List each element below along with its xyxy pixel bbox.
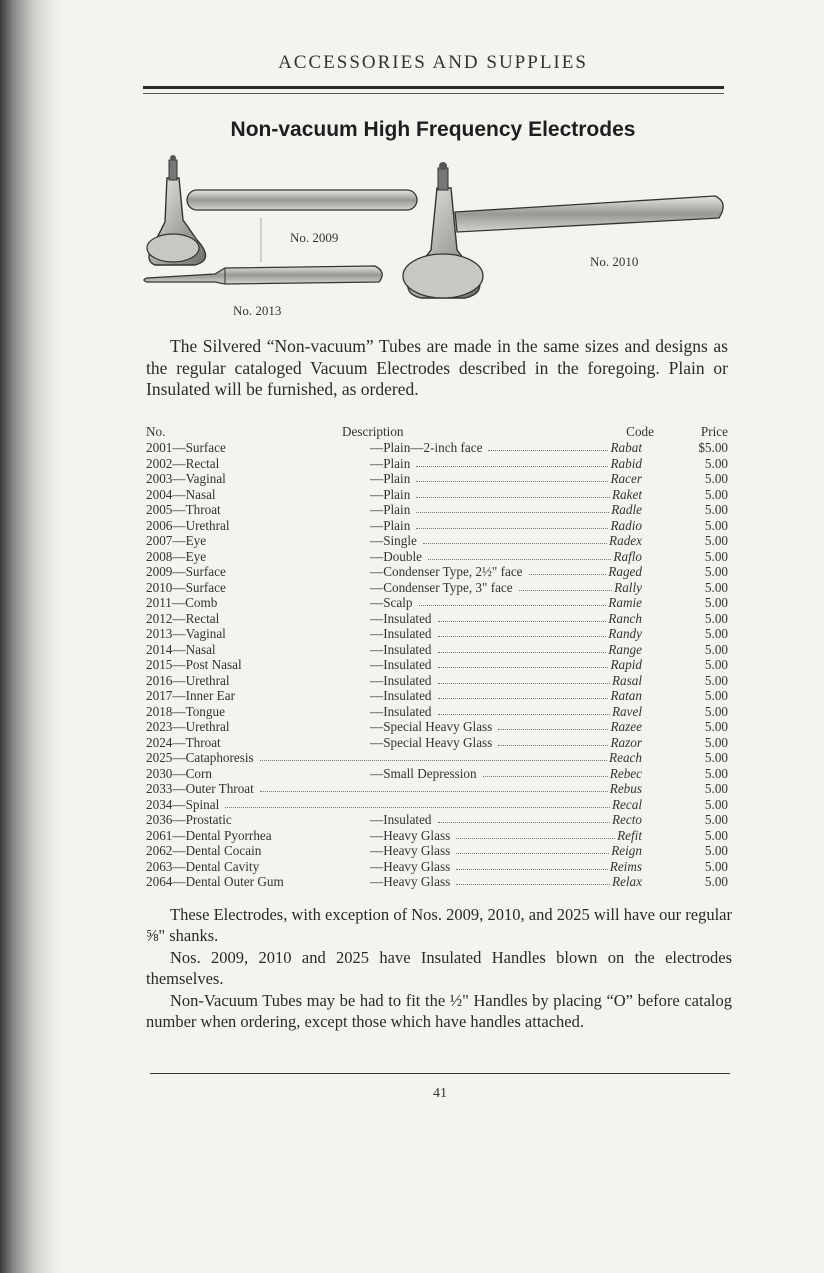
leader-dots bbox=[416, 481, 608, 482]
cell-price: 5.00 bbox=[704, 688, 728, 703]
cell-description: —Insulated bbox=[370, 688, 432, 703]
cell-no: 2007—Eye bbox=[146, 533, 207, 548]
table-row bbox=[146, 766, 730, 782]
leader-dots bbox=[438, 714, 610, 715]
cell-code: Raflo bbox=[613, 548, 642, 564]
cell-no: 2001—Surface bbox=[146, 440, 226, 455]
header-description: Description bbox=[342, 424, 404, 439]
header-rule-thick bbox=[143, 86, 724, 89]
cell-code: Rally bbox=[614, 579, 642, 595]
leader-dots bbox=[260, 791, 608, 792]
cell-code: Range bbox=[608, 641, 642, 657]
cell-price: 5.00 bbox=[704, 595, 728, 610]
leader-dots bbox=[225, 807, 610, 808]
table-row bbox=[146, 564, 730, 580]
cell-price: 5.00 bbox=[704, 858, 728, 874]
cell-description: —Single bbox=[370, 533, 417, 548]
cell-no: 2002—Rectal bbox=[146, 455, 220, 471]
cell-no: 2016—Urethral bbox=[146, 672, 230, 688]
cell-price: 5.00 bbox=[704, 812, 728, 827]
section-title: Non-vacuum High Frequency Electrodes bbox=[230, 118, 636, 141]
table-row bbox=[146, 595, 730, 611]
cell-no: 2004—Nasal bbox=[146, 486, 216, 502]
leader-dots bbox=[438, 698, 608, 699]
leader-dots bbox=[416, 466, 608, 467]
cell-no: 2017—Inner Ear bbox=[146, 688, 235, 703]
cell-description: —Insulated bbox=[370, 610, 432, 626]
cell-description: —Heavy Glass bbox=[370, 874, 451, 889]
cell-price: 5.00 bbox=[704, 502, 728, 517]
footer-rule bbox=[150, 1073, 730, 1074]
leader-dots bbox=[416, 528, 608, 529]
leader-dots bbox=[483, 776, 608, 777]
table-row bbox=[146, 781, 730, 797]
cell-description: —Plain bbox=[370, 486, 411, 502]
leader-dots bbox=[498, 745, 608, 746]
cell-code: Rebus bbox=[609, 781, 642, 796]
leader-dots bbox=[416, 512, 609, 513]
cell-code: Rabat bbox=[610, 440, 642, 455]
cell-price: 5.00 bbox=[704, 517, 728, 533]
header-no: No. bbox=[146, 424, 166, 439]
caption-no-2013: No. 2013 bbox=[233, 303, 282, 318]
cell-no: 2025—Cataphoresis bbox=[146, 750, 254, 765]
closing-notes bbox=[146, 905, 732, 1032]
cell-no: 2036—Prostatic bbox=[146, 812, 232, 827]
leader-dots bbox=[260, 760, 607, 761]
table-row bbox=[146, 750, 730, 766]
table-row bbox=[146, 673, 730, 689]
cell-price: 5.00 bbox=[704, 672, 728, 688]
leader-dots bbox=[519, 590, 612, 591]
table-row bbox=[146, 874, 730, 890]
electrode-2009 bbox=[147, 155, 417, 265]
cell-price: 5.00 bbox=[704, 874, 728, 889]
cell-description: —Condenser Type, 3" face bbox=[370, 579, 513, 595]
running-header: ACCESSORIES AND SUPPLIES bbox=[278, 52, 588, 73]
leader-dots bbox=[456, 838, 615, 839]
cell-code: Rabid bbox=[610, 455, 642, 471]
leader-dots bbox=[419, 605, 606, 606]
cell-no: 2008—Eye bbox=[146, 548, 207, 564]
table-row bbox=[146, 487, 730, 503]
cell-description: —Insulated bbox=[370, 812, 432, 827]
cell-price: 5.00 bbox=[704, 626, 728, 641]
leader-dots bbox=[438, 822, 610, 823]
cell-no: 2009—Surface bbox=[146, 564, 226, 579]
cell-code: Radle bbox=[611, 502, 642, 517]
cell-price: 5.00 bbox=[704, 455, 728, 471]
leader-dots bbox=[438, 636, 606, 637]
cell-no: 2015—Post Nasal bbox=[146, 657, 242, 672]
cell-code: Radio bbox=[610, 517, 642, 533]
cell-code: Ravel bbox=[611, 703, 642, 719]
cell-code: Rapid bbox=[610, 657, 642, 672]
cell-code: Randy bbox=[608, 626, 642, 641]
leader-dots bbox=[456, 853, 609, 854]
cell-description: —Plain—2-inch face bbox=[370, 440, 483, 455]
cell-code: Reims bbox=[609, 858, 642, 874]
electrode-2013 bbox=[144, 266, 382, 284]
cell-price: 5.00 bbox=[704, 719, 728, 734]
cell-no: 2024—Throat bbox=[146, 734, 221, 750]
leader-dots bbox=[416, 497, 610, 498]
cell-description: —Insulated bbox=[370, 657, 432, 672]
cell-price: 5.00 bbox=[704, 533, 728, 548]
cell-code: Rebec bbox=[609, 765, 642, 781]
cell-no: 2003—Vaginal bbox=[146, 471, 226, 486]
table-row bbox=[146, 580, 730, 596]
cell-description: —Special Heavy Glass bbox=[370, 719, 493, 734]
leader-dots bbox=[423, 543, 607, 544]
leader-dots bbox=[438, 652, 606, 653]
cell-code: Ramie bbox=[608, 595, 642, 610]
cell-code: Recto bbox=[611, 812, 642, 827]
table-row bbox=[146, 518, 730, 534]
note-non-vacuum-tubes: Non-Vacuum Tubes may be had to fit the ½" Handles by placing “O” before catalog number when ordering, except those which have handles attached. bbox=[146, 991, 732, 1031]
cell-description: —Insulated bbox=[370, 703, 432, 719]
table-row bbox=[146, 812, 730, 828]
cell-code: Ranch bbox=[608, 610, 642, 626]
cell-no: 2034—Spinal bbox=[146, 796, 220, 812]
cell-no: 2010—Surface bbox=[146, 579, 226, 595]
caption-no-2009: No. 2009 bbox=[290, 230, 339, 245]
cell-no: 2063—Dental Cavity bbox=[146, 858, 260, 874]
cell-description: —Plain bbox=[370, 517, 411, 533]
cell-description: —Small Depression bbox=[370, 765, 477, 781]
leader-dots bbox=[438, 621, 606, 622]
cell-price: 5.00 bbox=[704, 765, 728, 781]
cell-description: —Scalp bbox=[370, 595, 413, 610]
cell-description: —Plain bbox=[370, 455, 411, 471]
leader-dots bbox=[498, 729, 608, 730]
cell-code: Radex bbox=[609, 533, 642, 548]
cell-no: 2012—Rectal bbox=[146, 610, 220, 626]
table-body bbox=[146, 440, 730, 890]
cell-no: 2018—Tongue bbox=[146, 703, 225, 719]
table-row bbox=[146, 440, 730, 456]
cell-price: 5.00 bbox=[704, 471, 728, 486]
cell-no: 2064—Dental Outer Gum bbox=[146, 874, 284, 889]
caption-no-2010: No. 2010 bbox=[590, 254, 639, 269]
cell-price: 5.00 bbox=[704, 641, 728, 657]
table-header-row bbox=[146, 424, 730, 440]
cell-price: 5.00 bbox=[704, 734, 728, 750]
leader-dots bbox=[456, 869, 608, 870]
table-row bbox=[146, 642, 730, 658]
table-row bbox=[146, 502, 730, 518]
cell-price: 5.00 bbox=[704, 703, 728, 719]
cell-no: 2013—Vaginal bbox=[146, 626, 226, 641]
cell-description: —Double bbox=[370, 548, 423, 564]
cell-price: 5.00 bbox=[704, 548, 728, 564]
cell-code: Recal bbox=[611, 796, 642, 812]
note-insulated-handles: Nos. 2009, 2010 and 2025 have Insulated Handles blown on the electrodes themselves. bbox=[146, 948, 732, 988]
table-row bbox=[146, 688, 730, 704]
cell-price: 5.00 bbox=[704, 796, 728, 812]
cell-description: —Heavy Glass bbox=[370, 827, 451, 843]
cell-description: —Plain bbox=[370, 471, 411, 486]
leader-dots bbox=[438, 683, 610, 684]
cell-price: 5.00 bbox=[704, 781, 728, 796]
cell-no: 2011—Comb bbox=[146, 595, 218, 610]
cell-description: —Insulated bbox=[370, 672, 432, 688]
leader-dots bbox=[488, 450, 608, 451]
header-code: Code bbox=[626, 424, 654, 439]
cell-description: —Heavy Glass bbox=[370, 858, 451, 874]
table-row bbox=[146, 611, 730, 627]
cell-price: 5.00 bbox=[704, 610, 728, 626]
cell-price: 5.00 bbox=[704, 579, 728, 595]
cell-price: 5.00 bbox=[704, 486, 728, 502]
leader-dots bbox=[529, 574, 606, 575]
table-row bbox=[146, 859, 730, 875]
header-rule-thin bbox=[143, 93, 724, 94]
table-row bbox=[146, 533, 730, 549]
cell-code: Razee bbox=[610, 719, 642, 734]
table-row bbox=[146, 828, 730, 844]
intro-paragraph: The Silvered “Non-vacuum” Tubes are made in the same sizes and designs as the regular cataloged Vacuum Electrodes described in the foregoing. Plain or Insulated will be furnished, as ordered. bbox=[146, 336, 728, 399]
cell-code: Relax bbox=[611, 874, 642, 889]
table-row bbox=[146, 719, 730, 735]
cell-description: —Heavy Glass bbox=[370, 843, 451, 858]
cell-price: 5.00 bbox=[704, 750, 728, 765]
table-row bbox=[146, 456, 730, 472]
leader-dots bbox=[438, 667, 608, 668]
cell-no: 2061—Dental Pyorrhea bbox=[146, 827, 272, 843]
cell-description: —Special Heavy Glass bbox=[370, 734, 493, 750]
cell-description: —Insulated bbox=[370, 626, 432, 641]
cell-code: Reign bbox=[611, 843, 642, 858]
cell-description: —Condenser Type, 2½" face bbox=[370, 564, 523, 579]
cell-no: 2006—Urethral bbox=[146, 517, 230, 533]
cell-no: 2062—Dental Cocain bbox=[146, 843, 262, 858]
table-row bbox=[146, 657, 730, 673]
table-row bbox=[146, 797, 730, 813]
cell-no: 2023—Urethral bbox=[146, 719, 230, 734]
cell-no: 2030—Corn bbox=[146, 765, 212, 781]
cell-code: Ratan bbox=[610, 688, 642, 703]
cell-code: Razor bbox=[610, 734, 642, 750]
cell-code: Rasal bbox=[611, 672, 642, 688]
cell-code: Refit bbox=[617, 827, 642, 843]
cell-no: 2005—Throat bbox=[146, 502, 221, 517]
cell-no: 2033—Outer Throat bbox=[146, 781, 254, 796]
cell-code: Raged bbox=[608, 564, 642, 579]
leader-dots bbox=[428, 559, 611, 560]
electrodes-illustration bbox=[135, 150, 735, 330]
cell-no: 2014—Nasal bbox=[146, 641, 216, 657]
cell-code: Raket bbox=[611, 486, 642, 502]
cell-price: 5.00 bbox=[704, 657, 728, 672]
electrode-2010 bbox=[403, 162, 723, 298]
cell-description: —Plain bbox=[370, 502, 411, 517]
table-row bbox=[146, 843, 730, 859]
cell-price: 5.00 bbox=[704, 827, 728, 843]
cell-price: 5.00 bbox=[704, 843, 728, 858]
page-number: 41 bbox=[433, 1086, 447, 1101]
table-row bbox=[146, 704, 730, 720]
cell-price: $5.00 bbox=[698, 440, 728, 455]
leader-dots bbox=[456, 884, 610, 885]
cell-description: —Insulated bbox=[370, 641, 432, 657]
table-row bbox=[146, 735, 730, 751]
table-row bbox=[146, 471, 730, 487]
cell-code: Reach bbox=[609, 750, 642, 765]
note-shanks: These Electrodes, with exception of Nos. 2009, 2010, and 2025 will have our regular ⅝" shanks. bbox=[146, 905, 732, 945]
table-row bbox=[146, 626, 730, 642]
table-row bbox=[146, 549, 730, 565]
cell-code: Racer bbox=[610, 471, 642, 486]
electrode-price-table bbox=[146, 424, 730, 890]
cell-price: 5.00 bbox=[704, 564, 728, 579]
header-price: Price bbox=[700, 424, 728, 439]
